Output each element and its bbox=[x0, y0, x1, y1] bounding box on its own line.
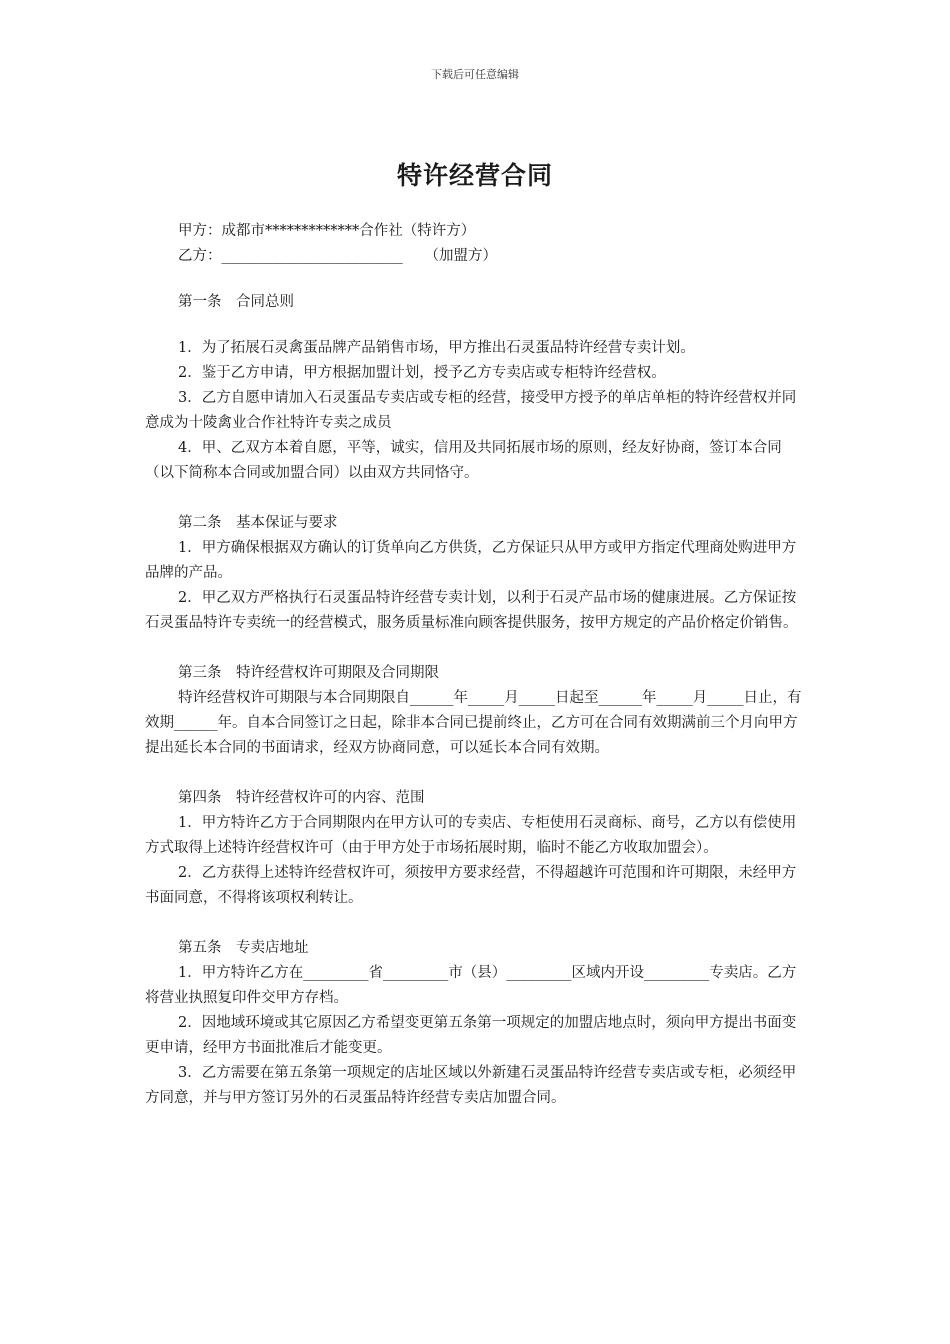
article-5-clause-1: 1．甲方特许乙方在_________省_________市（县）_________区域内开设_________专卖店。乙方将营业执照复印件交甲方存档。 bbox=[145, 965, 797, 1006]
article-5-clause-3: 3．乙方需要在第五条第一项规定的店址区域以外新建石灵蛋品特许经营专卖店或专柜，必须经甲方同意，并与甲方签订另外的石灵蛋品特许经营专卖店加盟合同。 bbox=[145, 1065, 797, 1106]
article-1-clause-3: 3．乙方自愿申请加入石灵蛋品专卖店或专柜的经营，接受甲方授予的单店单柜的特许经营权并同意成为十陵禽业合作社特许专卖之成员 bbox=[145, 390, 797, 431]
article-5-heading: 第五条 专卖店地址 bbox=[178, 940, 309, 956]
document-title: 特许经营合同 bbox=[396, 161, 553, 190]
contract-body bbox=[145, 219, 810, 1111]
article-3-clause-1: 特许经营权许可期限与本合同期限自______年_____月_____日起至______年_____月_____日止，有效期______年。自本合同签订之日起，除非本合同已提前终止，乙方可在合同有效期满前三个月向甲方提出延长本合同的书面请求，经双方协商同意，可以延长本合同有效期。 bbox=[145, 690, 802, 756]
article-2-clause-1: 1．甲方确保根据双方确认的订货单向乙方供货，乙方保证只从甲方或甲方指定代理商处购进甲方品牌的产品。 bbox=[145, 540, 797, 581]
article-4-heading: 第四条 特许经营权许可的内容、范围 bbox=[178, 790, 425, 806]
article-1-heading: 第一条 合同总则 bbox=[178, 294, 294, 310]
article-5-clause-2: 2．因地域环境或其它原因乙方希望变更第五条第一项规定的加盟店地点时，须向甲方提出书面变更申请，经甲方书面批准后才能变更。 bbox=[145, 1015, 797, 1056]
article-3-heading: 第三条 特许经营权许可期限及合同期限 bbox=[178, 665, 439, 681]
article-1-clause-4: 4．甲、乙双方本着自愿，平等，诚实，信用及共同拓展市场的原则，经友好协商，签订本合同（以下简称本合同或加盟合同）以由双方共同恪守。 bbox=[145, 440, 782, 481]
header-note: 下载后可任意编辑 bbox=[431, 68, 519, 81]
article-1-clause-1: 1．为了拓展石灵禽蛋品牌产品销售市场，甲方推出石灵蛋品特许经营专卖计划。 bbox=[178, 340, 695, 356]
article-2-clause-2: 2．甲乙双方严格执行石灵蛋品特许经营专卖计划，以利于石灵产品市场的健康进展。乙方保证按石灵蛋品特许专卖统一的经营模式，服务质量标准向顾客提供服务，按甲方规定的产品价格定价销售。 bbox=[145, 590, 798, 631]
article-1-clause-2: 2．鉴于乙方申请，甲方根据加盟计划，授予乙方专卖店或专柜特许经营权。 bbox=[178, 365, 666, 381]
article-2-heading: 第二条 基本保证与要求 bbox=[178, 515, 338, 531]
article-4-clause-2: 2．乙方获得上述特许经营权许可，须按甲方要求经营，不得超越许可范围和许可期限，未经甲方书面同意，不得将该项权利转让。 bbox=[145, 865, 797, 906]
party-b-line: 乙方：_________________________ （加盟方） bbox=[178, 248, 497, 264]
article-4-clause-1: 1．甲方特许乙方于合同期限内在甲方认可的专卖店、专柜使用石灵商标、商号，乙方以有偿使用方式取得上述特许经营权许可（由于甲方处于市场拓展时期，临时不能乙方收取加盟会）。 bbox=[145, 815, 797, 856]
party-a-line: 甲方：成都市*************合作社（特许方） bbox=[178, 223, 476, 239]
